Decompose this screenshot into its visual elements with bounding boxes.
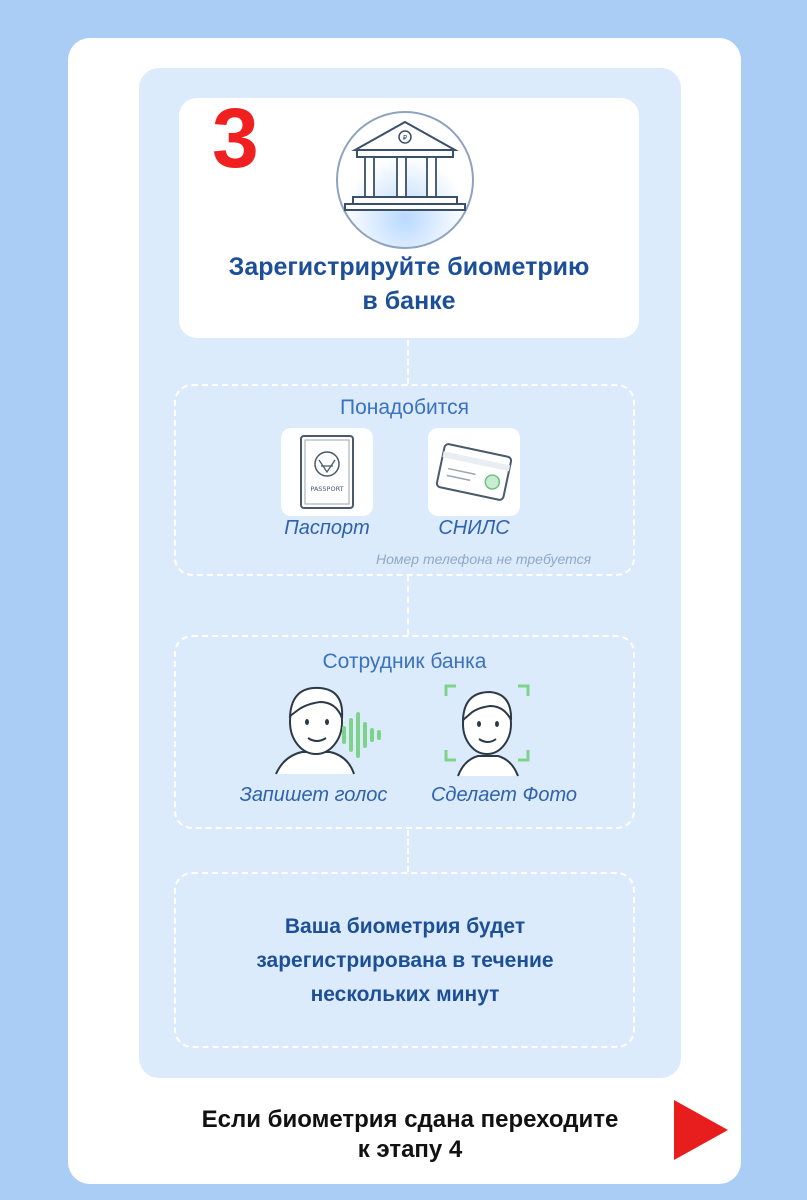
passport-icon	[281, 428, 373, 516]
bank-building-icon	[335, 110, 475, 250]
step-title-line1: Зарегистрируйте биометрию	[228, 253, 590, 281]
result-text	[175, 910, 635, 1012]
voice-label: Запишет голос	[239, 784, 388, 806]
result-line3: нескольких минут	[310, 983, 500, 1006]
result-line1: Ваша биометрия будет	[284, 915, 526, 938]
voice-record-face-icon	[272, 678, 387, 778]
step-number: 3	[212, 91, 257, 185]
result-line2: зарегистрирована в течение	[256, 949, 554, 972]
employee-heading: Сотрудник банка	[322, 650, 487, 673]
snils-card-icon	[428, 428, 520, 516]
requirements-heading: Понадобится	[340, 396, 469, 419]
snils-tile	[428, 428, 520, 516]
passport-icon-text: PASSPORT	[310, 485, 344, 493]
footer-line1: Если биометрия сдана переходите	[201, 1106, 619, 1133]
connector-line	[407, 340, 409, 384]
play-arrow-icon[interactable]	[674, 1100, 728, 1160]
photo-label: Сделает Фото	[430, 784, 578, 806]
footer-text	[150, 1105, 670, 1165]
svg-text:₽: ₽	[402, 134, 408, 142]
connector-line	[407, 575, 409, 635]
step-title	[179, 250, 639, 318]
step-title-line2: в банке	[362, 287, 456, 315]
phone-not-required-note: Номер телефона не требуется	[376, 551, 592, 567]
passport-tile	[281, 428, 373, 516]
snils-label: СНИЛС	[438, 517, 510, 539]
photo-capture-face-icon	[440, 680, 534, 778]
footer-line2: к этапу 4	[357, 1136, 463, 1163]
passport-label: Паспорт	[284, 517, 370, 539]
connector-line	[407, 830, 409, 872]
